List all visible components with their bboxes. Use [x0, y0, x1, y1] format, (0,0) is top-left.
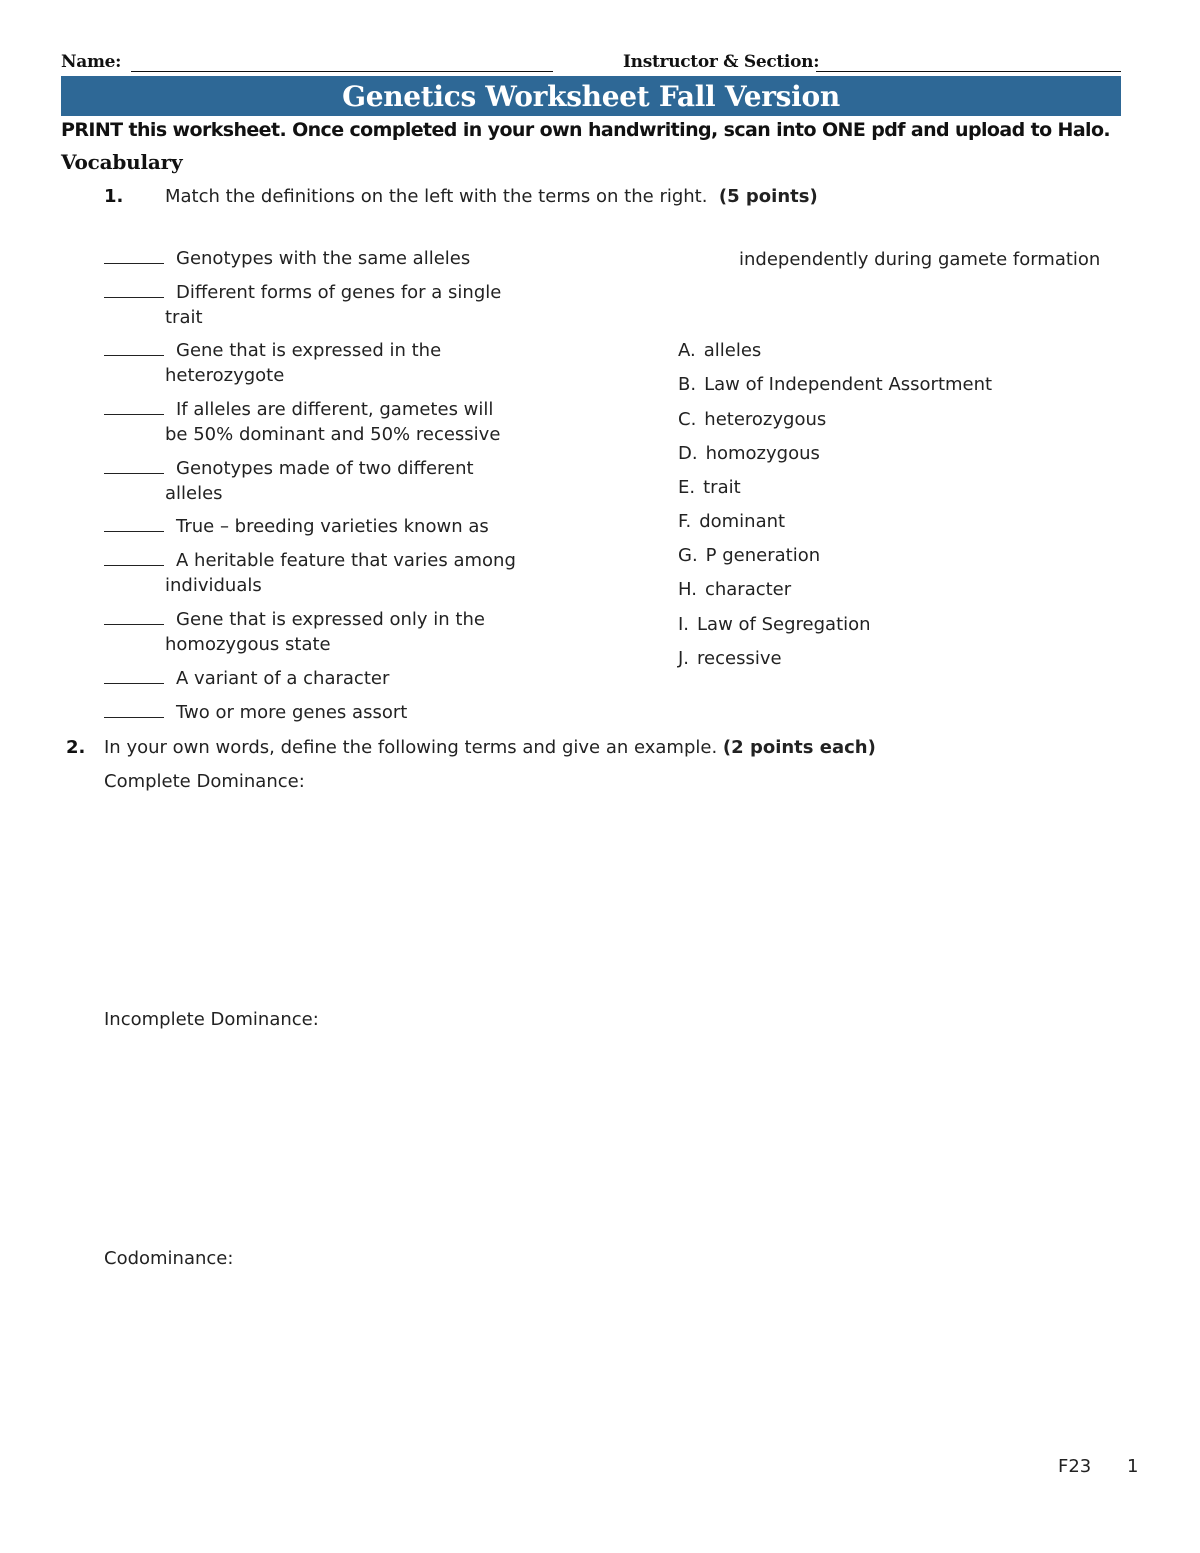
question-2-number: 2. [66, 737, 86, 758]
term-item [678, 340, 761, 361]
title-banner [61, 76, 1121, 116]
definition-continuation: independently during gamete formation [739, 249, 1101, 270]
question-1-prompt: Match the definitions on the left with the terms on the right. [165, 186, 708, 207]
question-1-points: (5 points) [718, 186, 818, 207]
definition-text-cont: homozygous state [165, 633, 331, 655]
page-number: 1 [1127, 1456, 1139, 1477]
term-codominance: Codominance: [104, 1248, 234, 1269]
question-1-text [165, 186, 818, 207]
term-text: Law of Segregation [697, 614, 871, 635]
term-item [678, 648, 782, 669]
definition-text-cont: individuals [165, 574, 262, 596]
term-text: P generation [705, 545, 821, 566]
term-item [678, 374, 992, 395]
definition-text: If alleles are different, gametes will [176, 399, 494, 420]
answer-blank[interactable] [104, 283, 164, 298]
term-item [678, 511, 785, 532]
term-item [678, 614, 871, 635]
term-text: recessive [697, 648, 782, 669]
footer-code: F23 [1058, 1456, 1092, 1477]
term-letter: A. [678, 340, 696, 361]
definition-item [104, 247, 574, 272]
term-text: Law of Independent Assortment [704, 374, 993, 395]
definition-text: Genotypes made of two different [176, 458, 474, 479]
term-incomplete-dominance: Incomplete Dominance: [104, 1009, 319, 1030]
definition-text: A heritable feature that varies among [176, 550, 516, 571]
definition-item [104, 608, 574, 657]
answer-blank[interactable] [104, 459, 164, 474]
term-item [678, 409, 826, 430]
term-text: trait [703, 477, 741, 498]
definition-text: Different forms of genes for a single [176, 282, 502, 303]
term-letter: G. [678, 545, 698, 566]
term-letter: B. [678, 374, 697, 395]
definition-text: True – breeding varieties known as [176, 516, 489, 537]
term-item [678, 579, 791, 600]
definition-item [104, 515, 574, 540]
term-letter: E. [678, 477, 696, 498]
definition-item [104, 339, 574, 388]
answer-blank[interactable] [104, 610, 164, 625]
question-1-number: 1. [104, 186, 124, 207]
definition-text: A variant of a character [176, 668, 390, 689]
term-letter: F. [678, 511, 692, 532]
instructor-section-blank-line [816, 71, 1121, 72]
answer-blank[interactable] [104, 341, 164, 356]
definition-text: Two or more genes assort [176, 702, 408, 723]
question-2-prompt: In your own words, define the following terms and give an example. [104, 737, 718, 758]
answer-blank[interactable] [104, 551, 164, 566]
term-text: alleles [703, 340, 762, 361]
definition-text: Genotypes with the same alleles [176, 248, 471, 269]
definition-item [104, 667, 574, 692]
answer-blank[interactable] [104, 703, 164, 718]
term-letter: H. [678, 579, 697, 600]
section-heading: Vocabulary [61, 150, 183, 174]
definition-item [104, 549, 574, 598]
definition-text-cont: trait [165, 306, 203, 328]
term-text: homozygous [705, 443, 820, 464]
term-letter: I. [678, 614, 690, 635]
term-letter: D. [678, 443, 698, 464]
name-label: Name: [61, 52, 122, 72]
definition-item [104, 701, 574, 726]
definition-text-cont: heterozygote [165, 364, 285, 386]
answer-blank[interactable] [104, 400, 164, 415]
worksheet-title: Genetics Worksheet Fall Version [342, 79, 840, 113]
answer-blank[interactable] [104, 669, 164, 684]
term-text: dominant [699, 511, 786, 532]
term-item [678, 545, 820, 566]
term-text: heterozygous [704, 409, 827, 430]
term-complete-dominance: Complete Dominance: [104, 771, 305, 792]
answer-blank[interactable] [104, 249, 164, 264]
question-2-points: (2 points each) [722, 737, 876, 758]
definition-text-cont: alleles [165, 482, 223, 504]
term-letter: C. [678, 409, 697, 430]
term-text: character [704, 579, 792, 600]
definition-item [104, 457, 574, 506]
instructor-section-label: Instructor & Section: [623, 52, 820, 72]
term-item [678, 477, 741, 498]
answer-blank[interactable] [104, 517, 164, 532]
definition-item [104, 398, 574, 447]
name-blank-line [131, 71, 553, 72]
definition-text-cont: be 50% dominant and 50% recessive [165, 423, 501, 445]
definition-text: Gene that is expressed in the [176, 340, 442, 361]
instructions-text: PRINT this worksheet. Once completed in your own handwriting, scan into ONE pdf and upload to Halo. [61, 119, 1111, 141]
definition-text: Gene that is expressed only in the [176, 609, 485, 630]
definition-item [104, 281, 574, 330]
question-2-text [104, 737, 876, 758]
term-item [678, 443, 820, 464]
term-letter: J. [678, 648, 690, 669]
